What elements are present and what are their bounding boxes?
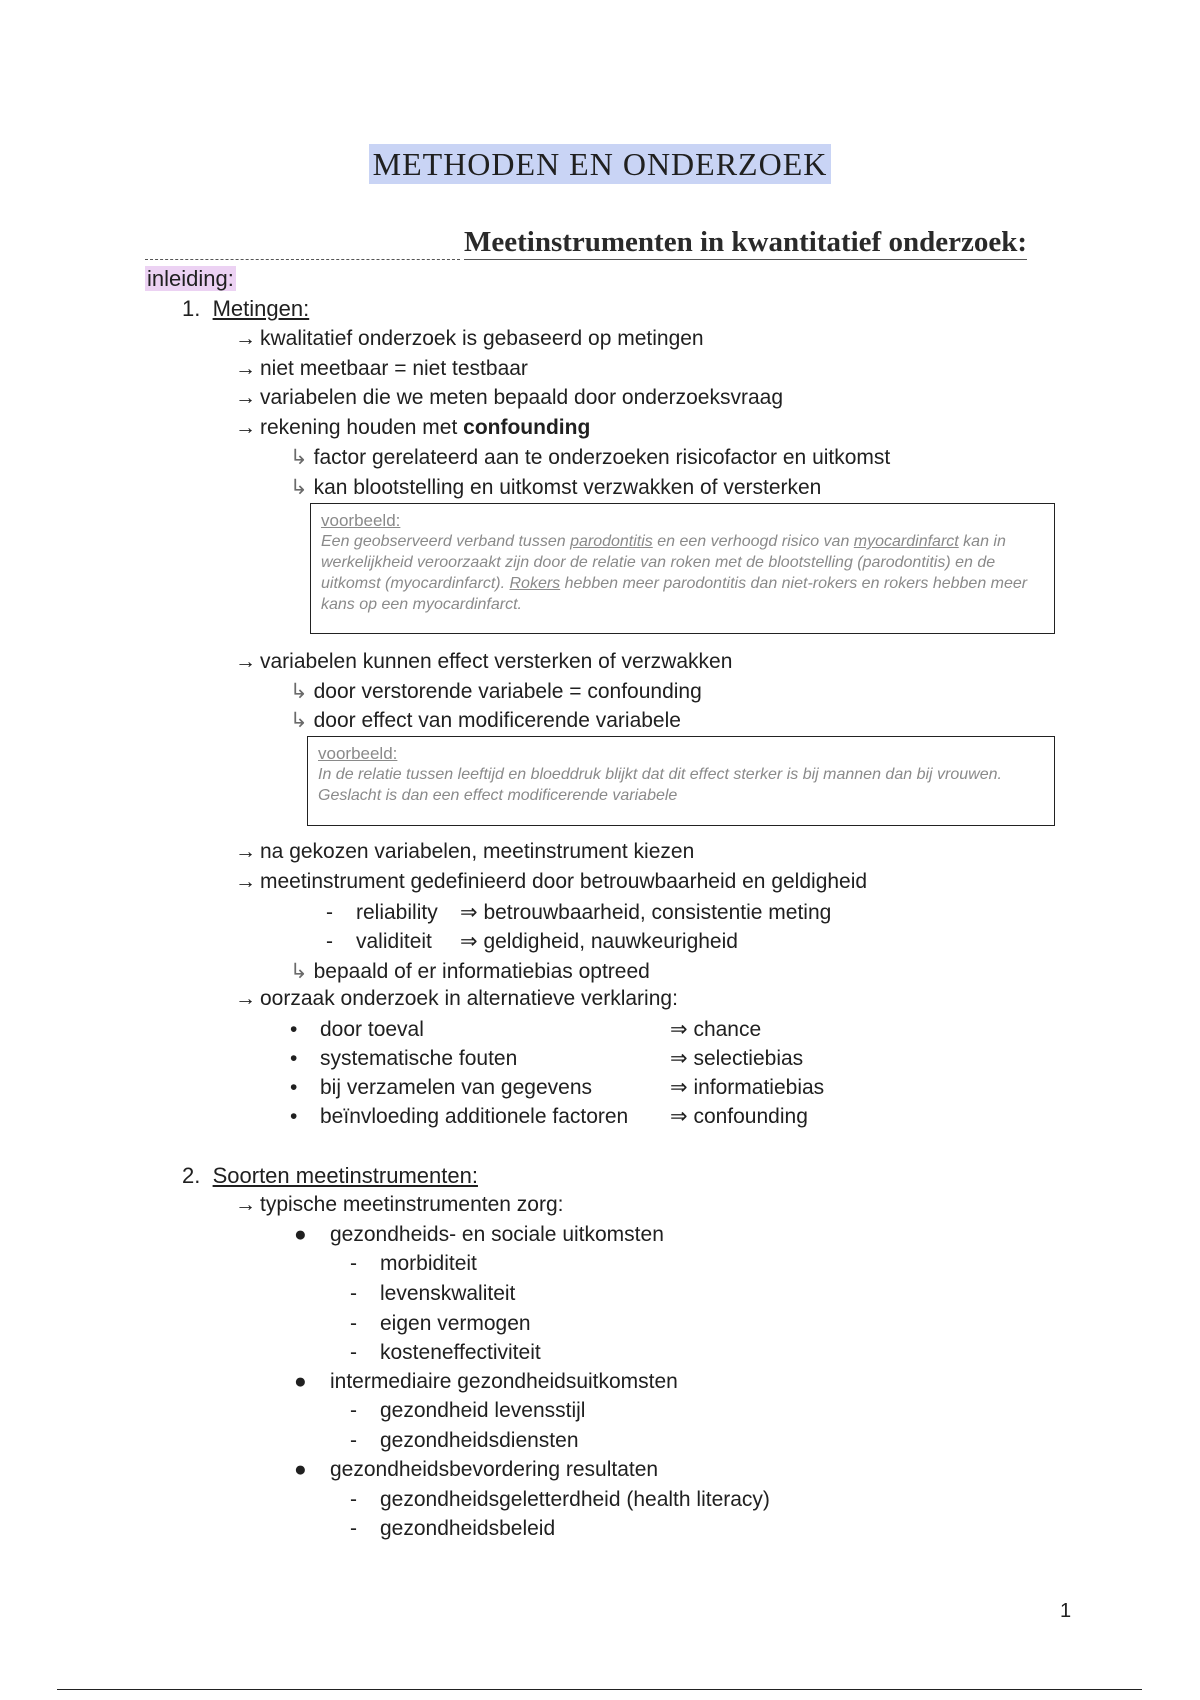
double-arrow-icon: ⇒ — [670, 1047, 694, 1070]
dash-bullet: - — [326, 901, 333, 924]
group-item: - gezondheidsgeletterdheid (health literacy) — [350, 1488, 770, 1511]
list-item: → variabelen die we meten bepaald door onderzoeksvraag — [235, 386, 784, 409]
cause-row: • door toeval ⇒ chance — [290, 1018, 762, 1041]
definition-row: - reliability ⇒ betrouwbaarheid, consistentie meting — [326, 901, 832, 924]
sub-arrow-icon: ↳ — [290, 680, 308, 703]
group-item: - eigen vermogen — [350, 1312, 531, 1335]
dash-bullet: - — [350, 1488, 357, 1511]
bullet-icon: ● — [294, 1223, 307, 1246]
arrow-icon: → — [235, 327, 256, 350]
dash-bullet: - — [326, 930, 333, 953]
sub-arrow-icon: ↳ — [290, 709, 308, 732]
list-item-confounding: → rekening houden met confounding — [235, 416, 591, 439]
example-text: In de relatie tussen leeftijd en bloeddruk blijkt dat dit effect sterker is bij mannen dan bij vrouwen. Geslacht is dan een effect modificerende variabele — [318, 766, 1002, 804]
sub-list-item: ↳ door effect van modificerende variabele — [290, 709, 681, 732]
list-item: → variabelen kunnen effect versterken of verzwakken — [235, 650, 733, 673]
bullet-icon: • — [290, 1076, 298, 1099]
sub-list-item: ↳ door verstorende variabele = confounding — [290, 680, 702, 703]
sub-list-item: ↳ factor gerelateerd aan te onderzoeken risicofactor en uitkomst — [290, 446, 891, 469]
cause-row: • beïnvloeding additionele factoren ⇒ confounding — [290, 1105, 808, 1128]
group-heading: ● intermediaire gezondheidsuitkomsten — [294, 1370, 678, 1393]
arrow-icon: → — [235, 870, 256, 893]
list-item: → oorzaak onderzoek in alternatieve verklaring: — [235, 987, 678, 1010]
dash-bullet: - — [350, 1399, 357, 1422]
arrow-icon: → — [235, 1193, 256, 1216]
example-box: voorbeeld: In de relatie tussen leeftijd en bloeddruk blijkt dat dit effect sterker is bij mannen dan bij vrouwen. Geslacht is dan een effect modificerende variabele — [307, 736, 1055, 826]
arrow-icon: → — [235, 386, 256, 409]
sub-list-item: ↳ kan blootstelling en uitkomst verzwakken of versterken — [290, 476, 822, 499]
example-text: Een geobserveerd verband tussen parodontitis en een verhoogd risico van myocardinfarct kan in werkelijkheid veroorzaakt zijn door de relatie van roken met de blootstelling (parodontitis) en de uitkomst (myocardinfarct). Rokers hebben meer parodontitis dan niet-rokers en rokers hebben meer kans op een myocardinfarct. — [321, 533, 1028, 613]
arrow-icon: → — [235, 416, 256, 439]
sub-arrow-icon: ↳ — [290, 960, 308, 983]
bullet-icon: ● — [294, 1370, 307, 1393]
dash-bullet: - — [350, 1429, 357, 1452]
cause-row: • bij verzamelen van gegevens ⇒ informatiebias — [290, 1076, 825, 1099]
bullet-icon: • — [290, 1018, 298, 1041]
arrow-icon: → — [235, 840, 256, 863]
dash-bullet: - — [350, 1252, 357, 1275]
document-title: METHODEN EN ONDERZOEK — [0, 146, 1200, 183]
section1-heading: 1. Metingen: — [182, 296, 310, 321]
double-arrow-icon: ⇒ — [670, 1076, 694, 1099]
example-box: voorbeeld: Een geobserveerd verband tussen parodontitis en een verhoogd risico van myocardinfarct kan in werkelijkheid veroorzaakt zijn door de relatie van roken met de blootstelling (parodontitis) en de uitkomst (myocardinfarct). Rokers hebben meer parodontitis dan niet-rokers en rokers hebben meer kans op een myocardinfarct. — [310, 503, 1055, 634]
group-item: - gezondheid levensstijl — [350, 1399, 586, 1422]
list-item: → kwalitatief onderzoek is gebaseerd op metingen — [235, 327, 704, 350]
group-heading: ● gezondheidsbevordering resultaten — [294, 1458, 659, 1481]
group-heading: ● gezondheids- en sociale uitkomsten — [294, 1223, 664, 1246]
definition-row: - validiteit ⇒ geldigheid, nauwkeurigheid — [326, 930, 738, 953]
subtitle-dash-line — [145, 237, 460, 260]
dash-bullet: - — [350, 1282, 357, 1305]
double-arrow-icon: ⇒ — [460, 930, 484, 953]
sub-arrow-icon: ↳ — [290, 446, 308, 469]
sub-list-item: ↳ bepaald of er informatiebias optreed — [290, 960, 650, 983]
footer-divider — [57, 1689, 1142, 1690]
dash-bullet: - — [350, 1517, 357, 1540]
list-item: → na gekozen variabelen, meetinstrument kiezen — [235, 840, 695, 863]
cause-row: • systematische fouten ⇒ selectiebias — [290, 1047, 804, 1070]
sub-arrow-icon: ↳ — [290, 476, 308, 499]
list-item: → meetinstrument gedefinieerd door betrouwbaarheid en geldigheid — [235, 870, 868, 893]
double-arrow-icon: ⇒ — [670, 1105, 694, 1128]
group-item: - morbiditeit — [350, 1252, 477, 1275]
group-item: - kosteneffectiviteit — [350, 1341, 541, 1364]
dash-bullet: - — [350, 1312, 357, 1335]
dash-bullet: - — [350, 1341, 357, 1364]
arrow-icon: → — [235, 987, 256, 1010]
double-arrow-icon: ⇒ — [670, 1018, 694, 1041]
group-item: - gezondheidsbeleid — [350, 1517, 556, 1540]
arrow-icon: → — [235, 650, 256, 673]
group-item: - gezondheidsdiensten — [350, 1429, 579, 1452]
list-item: → niet meetbaar = niet testbaar — [235, 357, 528, 380]
page-number: 1 — [1060, 1600, 1072, 1622]
bullet-icon: ● — [294, 1458, 307, 1481]
bullet-icon: • — [290, 1047, 298, 1070]
double-arrow-icon: ⇒ — [460, 901, 484, 924]
inleiding-label: inleiding: — [147, 266, 234, 291]
section-subtitle: Meetinstrumenten in kwantitatief onderzoek: — [145, 226, 1045, 260]
arrow-icon: → — [235, 357, 256, 380]
bullet-icon: • — [290, 1105, 298, 1128]
group-item: - levenskwaliteit — [350, 1282, 516, 1305]
section2-heading: 2. Soorten meetinstrumenten: — [182, 1163, 478, 1188]
list-item: → typische meetinstrumenten zorg: — [235, 1193, 564, 1216]
